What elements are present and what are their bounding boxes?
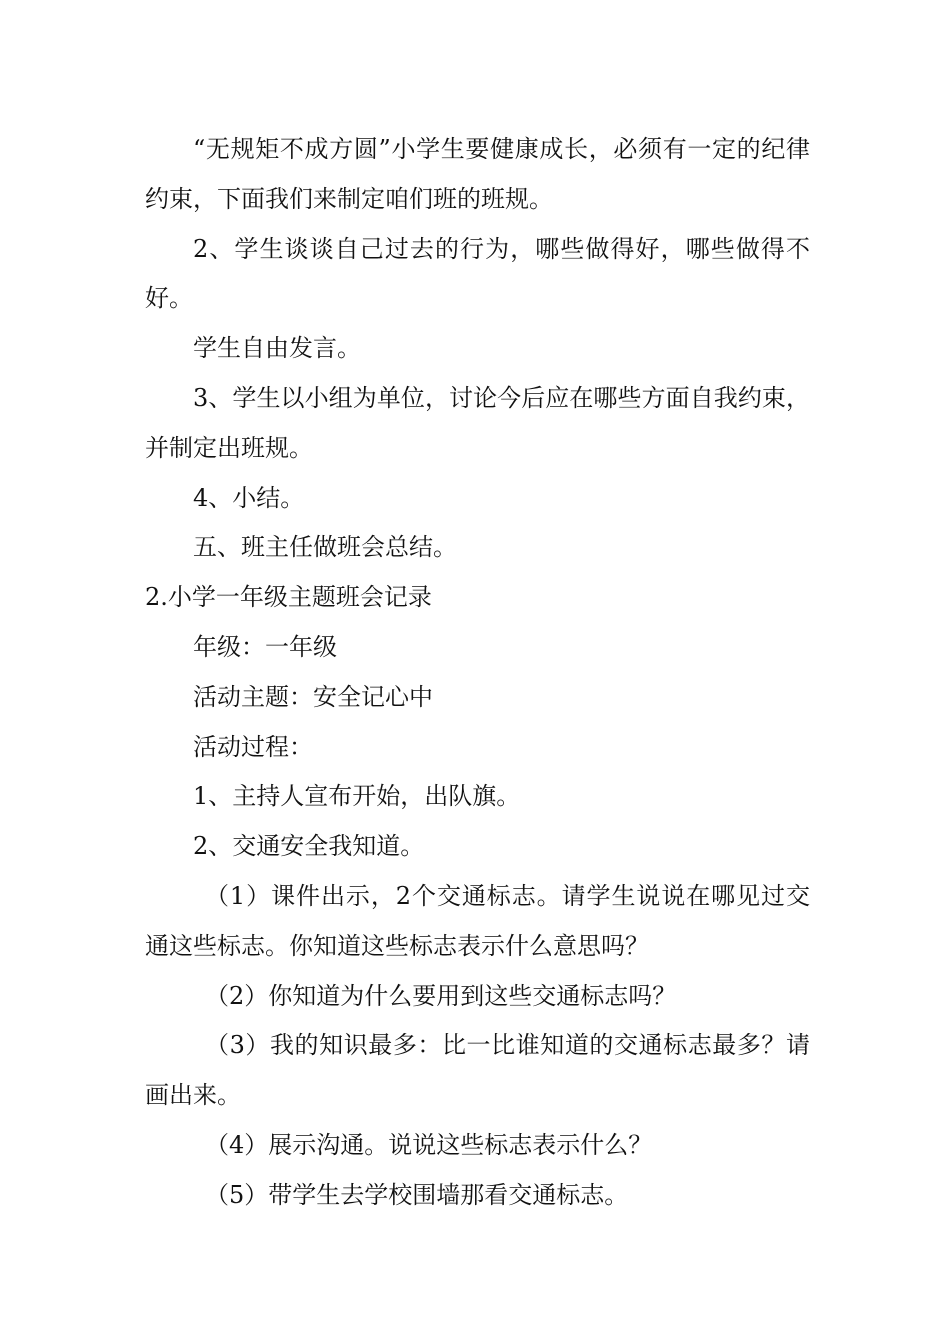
paragraph-rules-intro: “无规矩不成方圆”小学生要健康成长，必须有一定的纪律约束，下面我们来制定咱们班的班规。 (145, 135, 810, 213)
section-heading: 2.小学一年级主题班会记录 (145, 583, 432, 612)
paragraph-sub-1: （1）课件出示，2个交通标志。请学生说说在哪见过交通这些标志。你知道这些标志表示什么意思吗？ (145, 881, 810, 960)
paragraph-grade: 年级：一年级 (193, 632, 337, 661)
paragraph-process-1: 1、主持人宣布开始，出队旗。 (193, 782, 521, 811)
paragraph-step-2: 2、学生谈谈自己过去的行为，哪些做得好，哪些做得不好。 (145, 234, 810, 313)
paragraph-free-speech: 学生自由发言。 (193, 334, 361, 363)
paragraph-step-4: 4、小结。 (193, 483, 305, 512)
paragraph-sub-2: （2）你知道为什么要用到这些交通标志吗？ (205, 981, 677, 1010)
document-body (145, 125, 810, 1221)
paragraph-sub-5: （5）带学生去学校围墙那看交通标志。 (205, 1180, 629, 1209)
paragraph-sub-4: （4）展示沟通。说说这些标志表示什么？ (205, 1130, 653, 1159)
paragraph-process-label: 活动过程： (193, 732, 313, 761)
paragraph-sub-3: （3）我的知识最多：比一比谁知道的交通标志最多？请画出来。 (145, 1031, 810, 1110)
paragraph-section-5: 五、班主任做班会总结。 (193, 533, 457, 562)
paragraph-process-2: 2、交通安全我知道。 (193, 832, 425, 861)
paragraph-step-3: 3、学生以小组为单位，讨论今后应在哪些方面自我约束，并制定出班规。 (145, 383, 810, 462)
paragraph-theme: 活动主题：安全记心中 (193, 682, 433, 711)
